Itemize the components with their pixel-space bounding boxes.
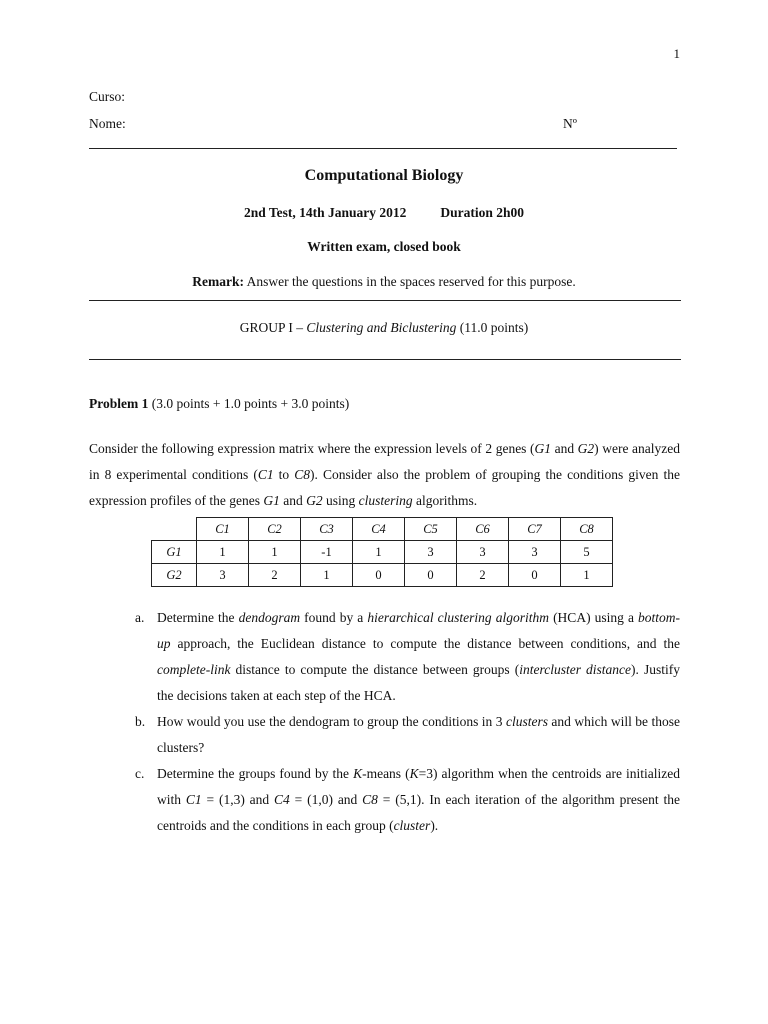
question-emphasis: clusters [505,714,548,729]
expression-matrix [151,517,613,587]
matrix-cell: 3 [457,541,509,564]
question-marker: a. [135,610,145,625]
question-text: Determine the groups found by the [157,766,354,781]
number-label: Nº [563,116,577,131]
question-emphasis: K [353,766,363,781]
exam-type: Written exam, closed book [307,239,461,254]
intro-text: and [551,441,578,456]
nome-label: Nome: [89,116,126,131]
question-text: How would you use the dendogram to group the conditions in 3 [157,714,506,729]
question-emphasis: C4 [274,792,290,807]
matrix-corner-cell [152,518,197,541]
question-text: (HCA) using a [549,610,639,625]
problem-intro [89,436,680,514]
intro-text: ). Consider also the problem of grouping the conditions given the expression profiles of the genes [89,467,680,508]
test-date: 2nd Test, 14th January 2012 [243,205,407,220]
matrix-column-header: C2 [249,518,301,541]
matrix-cell: 2 [457,564,509,587]
matrix-row-g2 [152,564,613,587]
problem-heading [89,396,349,412]
question-text: approach, the Euclidean distance to compute the distance between conditions, and the [170,636,680,651]
question-emphasis: C8 [362,792,378,807]
matrix-cell: 1 [249,541,301,564]
matrix-column-header: C6 [457,518,509,541]
question-emphasis: complete-link [157,662,231,677]
question-emphasis: intercluster distance [519,662,632,677]
matrix-column-header: C3 [301,518,353,541]
matrix-cell: 3 [405,541,457,564]
question-marker: c. [135,766,145,781]
matrix-column-header: C4 [353,518,405,541]
matrix-cell: 3 [509,541,561,564]
condition-ref: C1 [257,467,274,482]
intro-text: and [279,493,307,508]
group-name: Clustering and Biclustering [306,320,457,335]
question-text: distance to compute the distance between groups ( [230,662,520,677]
intro-text: algorithms. [412,493,478,508]
matrix-cell: 2 [249,564,301,587]
matrix-cell: 0 [509,564,561,587]
question-emphasis: bottom-up [157,610,681,651]
remark [89,274,679,290]
question-text: -means ( [362,766,410,781]
gene-ref: G2 [306,493,323,508]
question-text: ). [430,818,439,833]
section-divider-bottom [89,359,681,360]
test-info-line [89,205,679,221]
gene-ref: G1 [263,493,280,508]
gene-ref: G1 [534,441,552,456]
matrix-column-header: C5 [405,518,457,541]
question-c [135,761,680,839]
matrix-column-header: C7 [509,518,561,541]
question-list [135,605,680,839]
header-divider [89,148,677,149]
gene-ref: G2 [577,441,595,456]
intro-text: ) were analyzed in 8 experimental conditions ( [89,441,680,482]
question-emphasis: K [409,766,419,781]
matrix-cell: 0 [405,564,457,587]
group-prefix: GROUP I – [239,320,303,335]
question-text: ). Justify the decisions taken at each step of the HCA. [157,662,680,703]
question-b [135,709,680,761]
remark-label: Remark: [192,274,244,289]
intro-text: using [322,493,359,508]
question-text: = (1,0) and [289,792,363,807]
matrix-column-header: C8 [561,518,613,541]
question-text: = (5,1). In each iteration of the algorithm present the centroids and the conditions in each group ( [157,792,680,833]
matrix-header-row [152,518,613,541]
matrix-cell: 3 [197,564,249,587]
matrix-cell: -1 [301,541,353,564]
group-heading [89,320,679,336]
question-emphasis: cluster [393,818,431,833]
question-marker: b. [135,714,146,729]
test-duration: Duration 2h00 [440,205,525,220]
section-divider-top [89,300,681,301]
matrix-cell: 1 [353,541,405,564]
matrix-column-header: C1 [197,518,249,541]
matrix-row-g1 [152,541,613,564]
question-text: found by a [300,610,368,625]
matrix-cell: 0 [353,564,405,587]
matrix-row-header: G2 [152,564,197,587]
intro-text: Consider the following expression matrix where the expression levels of 2 genes ( [89,441,535,456]
intro-text: to [273,467,295,482]
curso-label: Curso: [89,89,126,104]
matrix-cell: 1 [301,564,353,587]
condition-ref: C8 [294,467,311,482]
problem-label: Problem 1 [89,396,149,411]
remark-text: Answer the questions in the spaces reserved for this purpose. [246,274,576,289]
question-text: =3) algorithm when the centroids are initialized with [157,766,681,807]
matrix-cell: 1 [561,564,613,587]
matrix-row-header: G1 [152,541,197,564]
page-number: 1 [673,46,680,61]
question-emphasis: C1 [185,792,202,807]
group-points: (11.0 points) [459,320,529,335]
question-text: = (1,3) and [201,792,275,807]
page-title: Computational Biology [304,167,464,184]
question-emphasis: dendogram [238,610,301,625]
term-clustering: clustering [358,493,413,508]
question-text: and which will be those clusters? [157,714,680,755]
problem-points: (3.0 points + 1.0 points + 3.0 points) [151,396,350,411]
question-emphasis: hierarchical clustering algorithm [367,610,549,625]
matrix-cell: 1 [197,541,249,564]
question-text: Determine the [157,610,239,625]
question-a [135,605,680,709]
matrix-cell: 5 [561,541,613,564]
